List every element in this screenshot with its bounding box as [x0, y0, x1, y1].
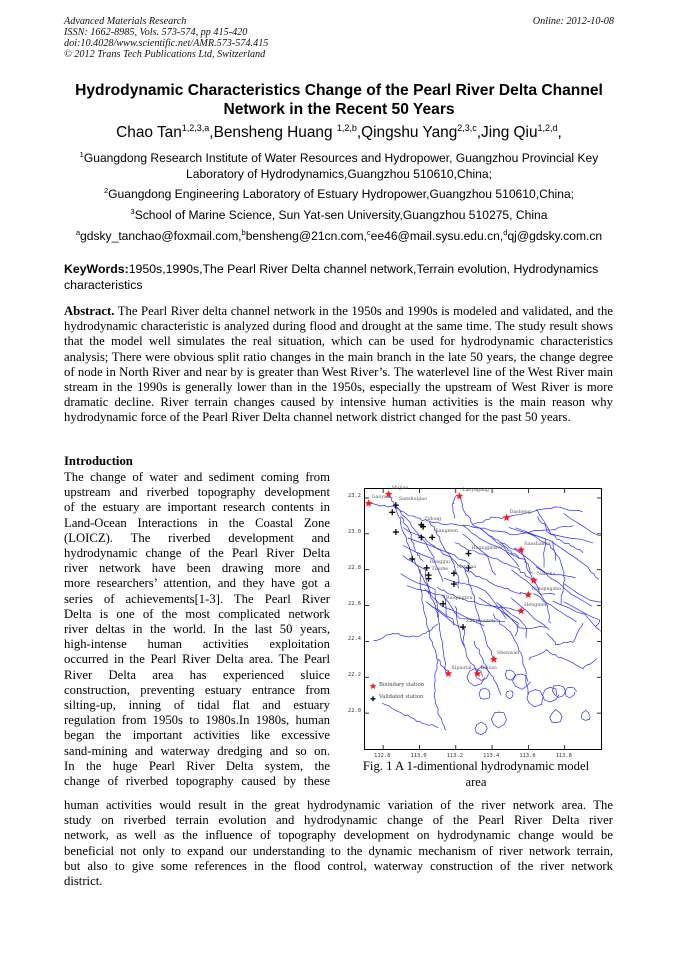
station-label: Dasheng — [509, 509, 531, 515]
validated-station-cross-icon — [460, 624, 466, 630]
x-tick-label: 113.4 — [483, 753, 500, 759]
text-line: series of achievements[1-3]. The Pearl River — [64, 591, 330, 606]
text-line: Land-Ocean Interactions in the Coastal Zone — [64, 515, 330, 530]
station-label: Wanqingsha — [531, 586, 562, 592]
section-heading-introduction: Introduction — [64, 454, 133, 468]
keywords-label: KeyWords: — [64, 262, 129, 276]
keywords-text: 1950s,1990s,The Pearl River Delta channel network,Terrain evolution, Hydrodynamics characteristics — [64, 262, 599, 292]
text-line: silting-up, inning of tidal flat and estuary — [64, 698, 330, 713]
author-sup: 1,2,d — [537, 123, 558, 133]
validated-station-cross-icon — [424, 565, 430, 571]
y-tick-label: 22.0 — [348, 708, 361, 715]
text-line: construction, preventing estuary entrance from — [64, 682, 330, 697]
text-line: sand-mining and waterway dredging and so on. — [64, 743, 330, 758]
station-label: Zidong — [424, 516, 442, 522]
figure-caption — [345, 758, 607, 790]
validated-station-cross-icon — [393, 529, 399, 535]
x-tick-label: 113.8 — [555, 753, 572, 759]
email-link[interactable]: gdsky_tanchao@foxmail.com, — [80, 229, 242, 243]
email-link[interactable]: qj@gdsky.com.cn — [507, 229, 603, 243]
copyright-line: © 2012 Trans Tech Publications Ltd, Switzerland — [64, 49, 266, 60]
author-name: Bensheng Huang — [213, 124, 337, 141]
station-label: Jiangmen — [435, 529, 459, 535]
text-line: river deltas in the world. In the last 50 years, — [64, 622, 330, 637]
text-line: hydrodynamic change of the Pearl River Delta — [64, 546, 330, 561]
author-sup: 1,2,3,a — [181, 123, 210, 133]
text-line: (LOICZ). The riverbed development and — [64, 530, 330, 545]
text-line: more researchers’ attention, and they have got a — [64, 576, 330, 591]
text-line: but also to give some references in the flood control, waterway construction of the river network — [64, 858, 613, 873]
station-label: Nansha — [536, 572, 556, 578]
text-line: regulation from 1950s to 1980s.In 1980s, human — [64, 713, 330, 728]
boundary-station-star-icon — [370, 683, 377, 689]
affiliation-1 — [40, 150, 638, 182]
text-line: district. — [64, 874, 103, 889]
validated-station-cross-icon — [371, 696, 376, 701]
text-line: network, as well as the influence of topography development on hydrodynamic change would be — [64, 828, 613, 843]
text-line: Delta is one of the most complicated network — [64, 606, 330, 621]
text-line: began the important activities like excessive — [64, 728, 330, 743]
station-label: Baiqingtou — [446, 595, 473, 601]
online-date: Online: 2012-10-08 — [532, 16, 614, 27]
caption-line-1: Fig. 1 A 1-dimentional hydrodynamic model — [362, 759, 590, 773]
email-sup: c — [366, 228, 371, 237]
legend-label: Boundary station — [379, 681, 425, 688]
doi-line[interactable]: doi:10.4028/www.scientific.net/AMR.573-574.415 — [64, 38, 269, 49]
affiliation-text: Guangdong Research Institute of Water Resources and Hydropower, Guangzhou Provincial Key — [83, 151, 599, 165]
affiliation-3 — [40, 207, 638, 223]
text-line: change of riverbed topography caused by these — [64, 774, 330, 789]
author-name: Chao Tan — [116, 124, 182, 141]
station-label: Sanshuijiao — [398, 497, 428, 503]
y-tick-label: 22.8 — [348, 564, 361, 571]
caption-line-2: area — [465, 775, 487, 789]
title-line-2: Network in the Recent 50 Years — [223, 101, 455, 118]
author-sup: 2,3,c — [457, 123, 477, 133]
journal-name: Advanced Materials Research — [64, 16, 187, 27]
affiliation-text: School of Marine Science, Sun Yat-sen University,Guangzhou 510275, China — [134, 208, 548, 222]
abstract — [64, 304, 613, 426]
x-tick-label: 113.0 — [410, 753, 427, 759]
boundary-station-star-icon — [365, 499, 372, 506]
author-sup: 1,2,b — [336, 123, 357, 133]
legend-label: Validated station — [379, 694, 424, 701]
paper-title — [40, 81, 638, 119]
abstract-text: The Pearl River delta channel network in the 1950s and 1990s is modeled and validated, and the hydrodynamic characteristic is analyzed during flood and drought at the same time. The study result shows that the model well simulates the real situation, which can be used for hydrodynamic characteristics analysis; There were obvious split ratio changes in the main branch in the late 50 years, the change degree of node in North River and near by is greater than West River’s. The waterlevel line of the West River main stream in the 1990s is generally lower than in the 1950s, especially the upstream of West River is more dramatic decline. River terrain changes caused by intensive human activities is the main reason why hydrodynamic force of the Pearl River Delta channel network district changed for the past 50 years. — [64, 304, 613, 425]
text-line: River Delta area has experienced sluice — [64, 667, 330, 682]
keywords — [64, 262, 620, 293]
text-line: of the estuary are important research contents in — [64, 500, 330, 515]
x-tick-label: 113.2 — [446, 753, 463, 759]
station-label: Tianhe — [431, 567, 449, 573]
affiliation-sup: 3 — [130, 207, 135, 216]
email-sup: d — [503, 228, 508, 237]
station-label: Sanshakou — [524, 541, 551, 547]
affiliation-text: Laboratory of Hydrodynamics,Guangzhou 510610,China; — [186, 167, 492, 181]
email-link[interactable]: bensheng@21cn.com, — [245, 229, 367, 243]
author-list: Chao Tan$^{1,2,3,a}$,Bensheng Huang $^{1,2,b}$,Qingshu Yang$^{2,3,c}$,Jing Qiu$^{1,2,d}$, — [116, 123, 562, 141]
title-line-1: Hydrodynamic Characteristics Change of the Pearl River Delta Channel — [75, 82, 603, 99]
text-line: high-intense human activities exploitation — [64, 637, 330, 652]
introduction-column-text — [64, 470, 330, 789]
journal-header — [64, 16, 268, 60]
validated-station-cross-icon — [429, 534, 435, 540]
station-label: Nanhua — [456, 565, 477, 571]
author-name: Jing Qiu — [481, 124, 538, 141]
station-label: Shijiao — [391, 486, 409, 492]
station-label: Hengmen — [524, 602, 548, 608]
affiliation-sup: 2 — [103, 186, 109, 195]
issn-line: ISSN: 1662-8985, Vols. 573-574, pp 415-420 — [64, 27, 248, 38]
y-tick-label: 22.6 — [348, 600, 361, 607]
boundary-station-star-icon — [503, 514, 511, 521]
station-label: Huangjinwei — [471, 545, 503, 551]
email-link[interactable]: ee46@mail.sysu.edu.cn, — [370, 229, 504, 243]
station-label: Xipaotai — [451, 665, 472, 671]
validated-station-cross-icon — [389, 509, 395, 515]
email-sup: b — [241, 228, 246, 237]
y-tick-label: 23.2 — [348, 492, 361, 499]
y-tick-label: 22.2 — [348, 672, 361, 679]
station-label: Ronggui — [429, 559, 451, 565]
text-line: human activities would result in the great hydrodynamic variation of the river network area. The — [64, 798, 613, 812]
boundary-station-star-icon — [456, 492, 464, 499]
station-label: Gaoyao — [371, 495, 390, 501]
x-tick-label: 112.8 — [374, 753, 391, 759]
station-label: Laoyagang — [462, 488, 489, 494]
abstract-label: Abstract. — [64, 304, 115, 318]
email-sup: a — [75, 228, 80, 237]
text-line: In the huge Pearl River Delta system, the — [64, 758, 330, 773]
introduction-full-text — [64, 798, 613, 889]
affiliation-text: Guangdong Engineering Laboratory of Estuary Hydropower,Guangzhou 510610,China; — [108, 187, 575, 201]
text-line: river network have been drawing more and — [64, 561, 330, 576]
validated-station-cross-icon — [465, 551, 471, 557]
station-label: Shenwan — [496, 651, 520, 657]
text-line: The change of water and sediment coming from — [64, 470, 330, 484]
affiliation-2 — [40, 186, 638, 202]
station-label: Zhuzhoutou — [466, 619, 496, 625]
boundary-station-star-icon — [525, 591, 533, 598]
email-list — [40, 228, 638, 244]
figure-map — [340, 470, 610, 770]
author-name: Qingshu Yang — [361, 124, 458, 141]
affiliation-sup: 1 — [79, 150, 84, 159]
station-label: Baizao — [480, 665, 497, 671]
text-line: beneficial not only to expand our understanding to the dynamic mechanism of river network terrain, — [64, 843, 613, 858]
boundary-station-star-icon — [530, 576, 538, 583]
y-tick-label: 23.0 — [348, 528, 361, 535]
boundary-station-star-icon — [490, 655, 498, 662]
x-tick-label: 113.6 — [519, 753, 536, 759]
text-line: occurred in the Pearl River Delta area. The Pearl — [64, 652, 330, 667]
boundary-station-star-icon — [517, 607, 525, 614]
text-line: upstream and riverbed topography development — [64, 485, 330, 500]
text-line: study on riverbed terrain evolution and hydrodynamic change of the Pearl River Delta river — [64, 813, 613, 828]
y-tick-label: 22.4 — [348, 636, 361, 643]
